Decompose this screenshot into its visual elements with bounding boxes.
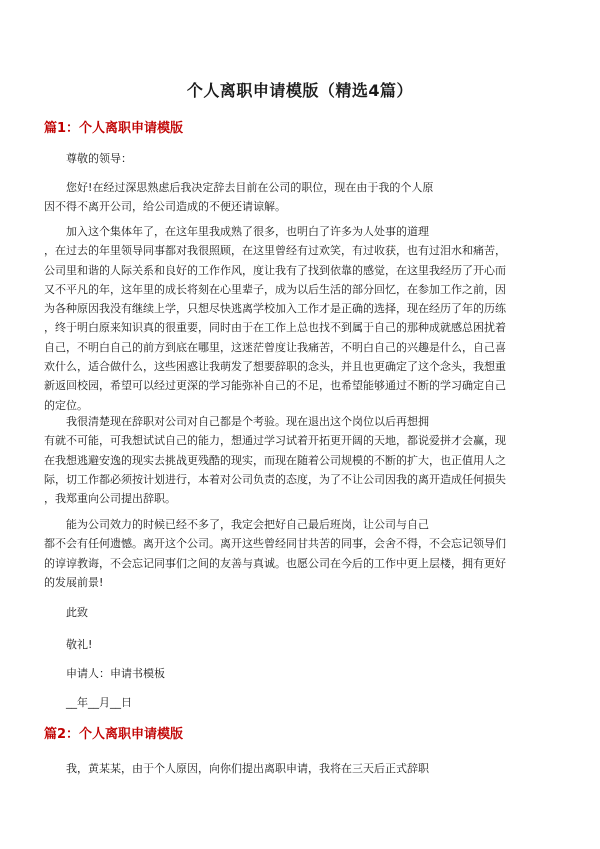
paragraph-4: [44, 515, 560, 592]
paragraph-line: 际，切工作都必须按计划进行，本着对公司负责的态度，为了不让公司因我的离开造成任何损失: [44, 472, 506, 486]
closing-jingli: 敬礼!: [66, 638, 93, 651]
paragraph-line: 自己，不明白自己的前方到底在哪里，这迷茫曾度让我痛苦，不明白自己的兴趣是什么，自己喜: [44, 340, 506, 354]
applicant-line: 申请人：申请书模板: [66, 667, 165, 680]
paragraph-line: 新返回校园，希望可以经过更深的学习能弥补自己的不足，也希望能够通过不断的学习确定自己: [44, 379, 506, 393]
paragraph-line: 的发展前景!: [44, 575, 104, 589]
section2-paragraph: 我，黄某某，由于个人原因，向你们提出离职申请，我将在三天后正式辞职: [66, 762, 429, 775]
paragraph-line: 公司里和谐的人际关系和良好的工作作风，度让我有了找到依靠的感觉，在这里我经历了开心而: [44, 263, 506, 277]
paragraph-line: ，在过去的年里领导同事都对我很照顾，在这里曾经有过欢笑，有过收获，也有过泪水和痛苦，: [44, 244, 506, 258]
paragraph-line: 为各种原因我没有继续上学，只想尽快逃离学校加入工作才是正确的选择，现在经历了年的历练: [44, 302, 506, 316]
paragraph-line: 加入这个集体年了，在这年里我成熟了很多，也明白了许多为人处事的道理: [66, 225, 429, 238]
paragraph-3: [44, 412, 560, 508]
section1-heading: 篇1：个人离职申请模版: [44, 121, 184, 136]
paragraph-2: [44, 222, 560, 415]
paragraph-line: ，我郑重向公司提出辞职。: [44, 492, 176, 506]
paragraph-line: 您好!在经过深思熟虑后我决定辞去目前在公司的职位，现在由于我的个人原: [66, 181, 434, 194]
paragraph-1: [44, 178, 560, 217]
section2-heading: 篇2：个人离职申请模版: [44, 727, 184, 742]
paragraph-line: 的定位。: [44, 398, 88, 412]
paragraph-line: 有就不可能，可我想试试自己的能力，想通过学习试着开拓更开阔的天地，都说爱拼才会赢，现: [44, 434, 506, 448]
closing-cizhi: 此致: [66, 606, 88, 619]
paragraph-line: 都不会有任何遗憾。离开这个公司。离开这些曾经同甘共苦的同事，会舍不得，不会忘记领导们: [44, 537, 506, 551]
paragraph-line: 欢什么，适合做什么，这些困惑让我萌发了想要辞职的念头，并且也更确定了这个念头，我想重: [44, 360, 506, 374]
date-line: __年__月__日: [66, 696, 132, 709]
paragraph-line: 在我想逃避安逸的现实去挑战更残酷的现实，而现在随着公司规模的不断的扩大，也正值用人之: [44, 453, 506, 467]
paragraph-line: 我很清楚现在辞职对公司对自己都是个考验。现在退出这个岗位以后再想拥: [66, 415, 429, 428]
salutation: 尊敬的领导：: [66, 152, 132, 165]
paragraph-line: 的谆谆教诲，不会忘记同事们之间的友善与真诚。也愿公司在今后的工作中更上层楼，拥有更好: [44, 556, 506, 570]
paragraph-line: 因不得不离开公司，给公司造成的不便还请谅解。: [44, 200, 286, 214]
paragraph-line: ，终于明白原来知识真的很重要，同时由于在工作上总也找不到属于自己的那种成就感总困扰着: [44, 321, 506, 335]
paragraph-line: 又不平凡的年，这年里的成长将刻在心里辈子，成为以后生活的部分回忆，在参加工作之前，因: [44, 282, 506, 296]
paragraph-line: 能为公司效力的时候已经不多了，我定会把好自己最后班岗，让公司与自己: [66, 518, 429, 531]
document-title: 个人离职申请模版（精选4篇）: [186, 81, 414, 100]
